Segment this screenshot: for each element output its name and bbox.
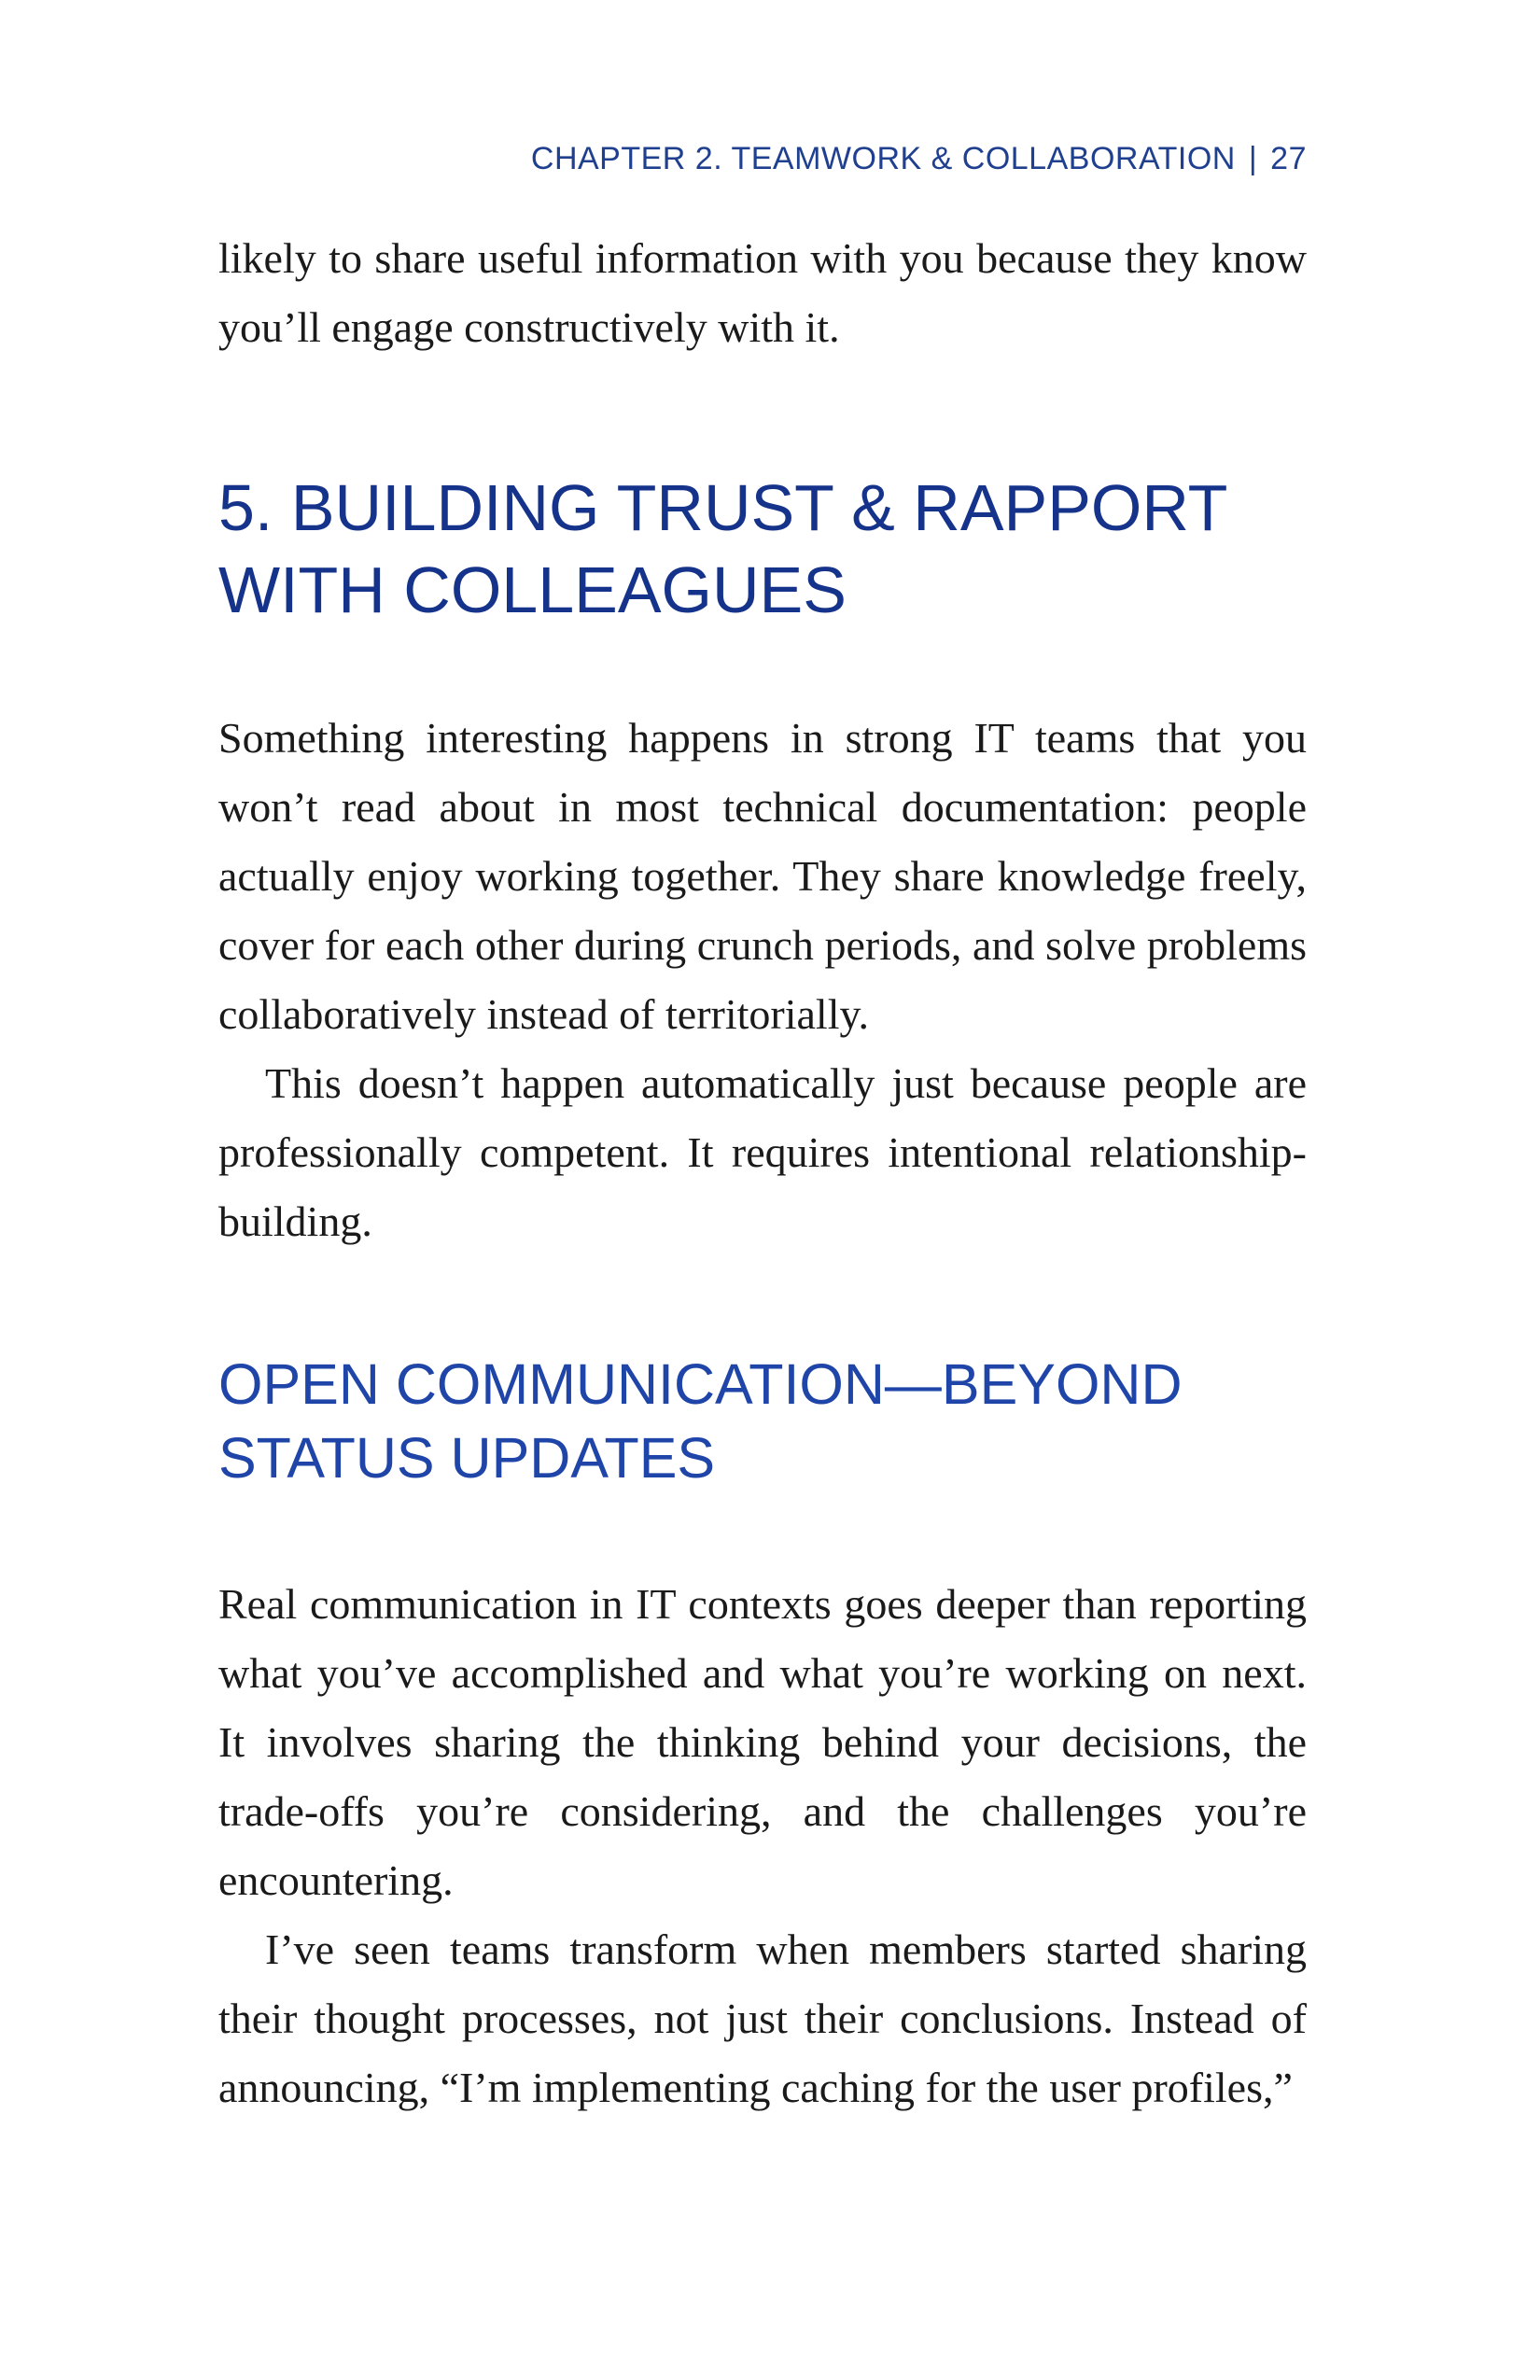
page-number: 27 [1270,141,1307,176]
running-header [218,140,1307,178]
section-heading: 5. BUILDING TRUST & RAPPORT WITH COLLEAGUES [218,471,1227,626]
page-content [218,224,1307,2122]
section-paragraph: Something interesting happens in strong IT teams that you won’t read about in most technical documentation: people actually enjoy working together. They share knowledge freely, cover for each other during crunch periods, and solve problems collaboratively instead of territorially. [218,714,1307,1038]
section-paragraph: This doesn’t happen automatically just because people are professionally competent. It requires intentional relationship-building. [218,1059,1307,1245]
header-separator: | [1248,141,1258,176]
continued-paragraph: likely to share useful information with you because they know you’ll engage constructively with it. [218,234,1307,351]
subsection-paragraph: I’ve seen teams transform when members started sharing their thought processes, not just their conclusions. Instead of announcing, “I’m implementing caching for the user profiles,” [218,1925,1307,2111]
subsection-heading: OPEN COMMUNICATION—BEYOND STATUS UPDATES [218,1352,1183,1490]
chapter-title: CHAPTER 2. TEAMWORK & COLLABORATION [530,141,1236,176]
subsection-paragraph: Real communication in IT contexts goes deeper than reporting what you’ve accomplished and what you’re working on next. It involves sharing the thinking behind your decisions, the trade-offs you’re considering, and the challenges you’re encountering. [218,1580,1307,1904]
